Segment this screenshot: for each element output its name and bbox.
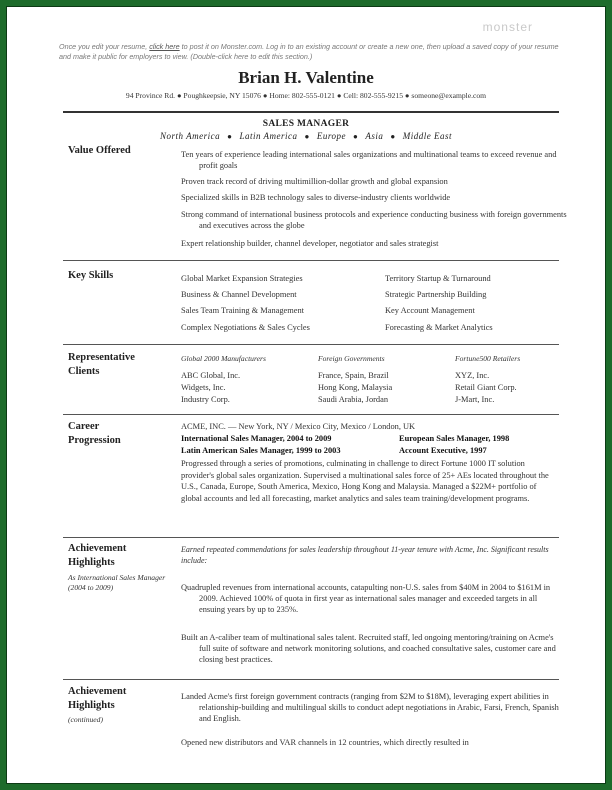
regions-line: North America ● Latin America ● Europe ● Asia ● Middle East — [160, 131, 452, 141]
clients-column-header: Foreign Governments — [318, 354, 385, 363]
clients-column-header: Global 2000 Manufacturers — [181, 354, 266, 363]
client-name: Saudi Arabia, Jordan — [318, 395, 389, 404]
section-divider — [63, 260, 559, 261]
skill-item: Key Account Management — [385, 306, 475, 315]
client-name: Hong Kong, Malaysia — [318, 383, 393, 392]
client-name: XYZ, Inc. — [455, 371, 490, 380]
achievement-intro: Earned repeated commendations for sales leadership throughout 11-year tenure with Acme, Inc. Significant results include: — [181, 545, 549, 565]
contact-line: 94 Province Rd. ● Poughkeepsie, NY 15076 ● Home: 802-555-0121 ● Cell: 802-555-9215 ● someone@example.com — [125, 91, 487, 100]
job-title: Account Executive, 1997 — [399, 446, 487, 455]
role-title: SALES MANAGER — [262, 119, 350, 129]
skill-item: Global Market Expansion Strategies — [181, 274, 303, 283]
value-item: Proven track record of driving multimillion-dollar growth and global expansion — [181, 177, 448, 186]
client-name: J-Mart, Inc. — [455, 395, 495, 404]
career-summary: Progressed through a series of promotions, culminating in challenge to direct Fortune 1000 IT solution provider's global sales organization. Supervised a multinational sales force of 25+ AEs located throughout the U.S., Canada, Europe, South America, Mexico, Hong Kong and Malaysia. Managed a $22M+ portfolio of global accounts and led all forecasting, market analytics and sales team training/development programs. — [181, 459, 549, 503]
job-title: Latin American Sales Manager, 1999 to 2003 — [181, 446, 341, 455]
section-representative-clients: Representative Clients — [68, 352, 135, 377]
achievement-item: Built an A-caliber team of multinational sales talent. Recruited staff, led ongoing mentoring/training on Acme's full suite of software and network monitoring solutions, and coached consultative sales, customer care and closing best practices. — [181, 633, 556, 664]
value-item: Specialized skills in B2B technology sales to diverse-industry clients worldwide — [181, 193, 451, 202]
section-divider — [63, 414, 559, 415]
section-key-skills: Key Skills — [68, 270, 114, 281]
candidate-name: Brian H. Valentine — [238, 68, 374, 87]
section-divider — [63, 537, 559, 538]
achievement-subtitle: As International Sales Manager (2004 to 2009) — [68, 573, 166, 592]
value-item: Strong command of international business protocols and experience conducting business with foreign governments and executives across the globe — [181, 210, 567, 230]
skill-item: Business & Channel Development — [181, 290, 297, 299]
client-name: France, Spain, Brazil — [318, 371, 389, 380]
skill-item: Strategic Partnership Building — [385, 290, 487, 299]
section-achievement-highlights-continued: Achievement Highlights — [68, 686, 127, 711]
value-item: Ten years of experience leading international sales organizations and multinational teams to exceed revenue and profit goals — [181, 150, 557, 170]
section-achievement-highlights: Achievement Highlights — [68, 543, 127, 568]
resume-page — [6, 6, 606, 784]
skill-item: Territory Startup & Turnaround — [385, 274, 491, 283]
edit-notice: Once you edit your resume, click here to post it on Monster.com. Log in to an existing account or create a new one, then upload a saved copy of your resume and make it public for employers to view. (Double-click here to edit this section.) — [59, 42, 559, 61]
client-name: Retail Giant Corp. — [455, 383, 517, 392]
job-title: International Sales Manager, 2004 to 2009 — [181, 434, 332, 443]
achievement-item: Opened new distributors and VAR channels in 12 countries, which directly resulted in — [181, 738, 469, 747]
skill-item: Complex Negotiations & Sales Cycles — [181, 323, 310, 332]
client-name: Widgets, Inc. — [181, 383, 226, 392]
monster-logo: monster — [482, 20, 533, 34]
continued-label: (continued) — [68, 715, 104, 724]
section-career-progression: Career Progression — [68, 421, 121, 446]
skill-item: Sales Team Training & Management — [181, 306, 305, 315]
section-value-offered: Value Offered — [68, 145, 131, 156]
click-here-link[interactable]: click here — [149, 42, 180, 51]
header-divider — [63, 111, 559, 113]
achievement-item: Quadrupled revenues from international accounts, catapulting non-U.S. sales from $40M in 2004 to $161M in 2009. Achieved 100% of quota in first year as international sales manager and exceeded targets in all ensuing years by up to 235%. — [181, 583, 551, 614]
client-name: ABC Global, Inc. — [181, 371, 241, 380]
section-divider — [63, 344, 559, 345]
section-divider — [63, 679, 559, 680]
employer-line: ACME, INC. — New York, NY / Mexico City, Mexico / London, UK — [181, 422, 416, 431]
skill-item: Forecasting & Market Analytics — [385, 323, 493, 332]
value-item: Expert relationship builder, channel developer, negotiator and sales strategist — [181, 239, 439, 248]
client-name: Industry Corp. — [181, 395, 230, 404]
job-title: European Sales Manager, 1998 — [399, 434, 510, 443]
clients-column-header: Fortune500 Retailers — [455, 354, 521, 363]
achievement-item: Landed Acme's first foreign government contracts (ranging from $2M to $18M), leveraging expert abilities in relationship-building and multilingual skills to conduct adept negotiations in Arabic, Farsi, French, Spanish and English. — [181, 692, 559, 723]
